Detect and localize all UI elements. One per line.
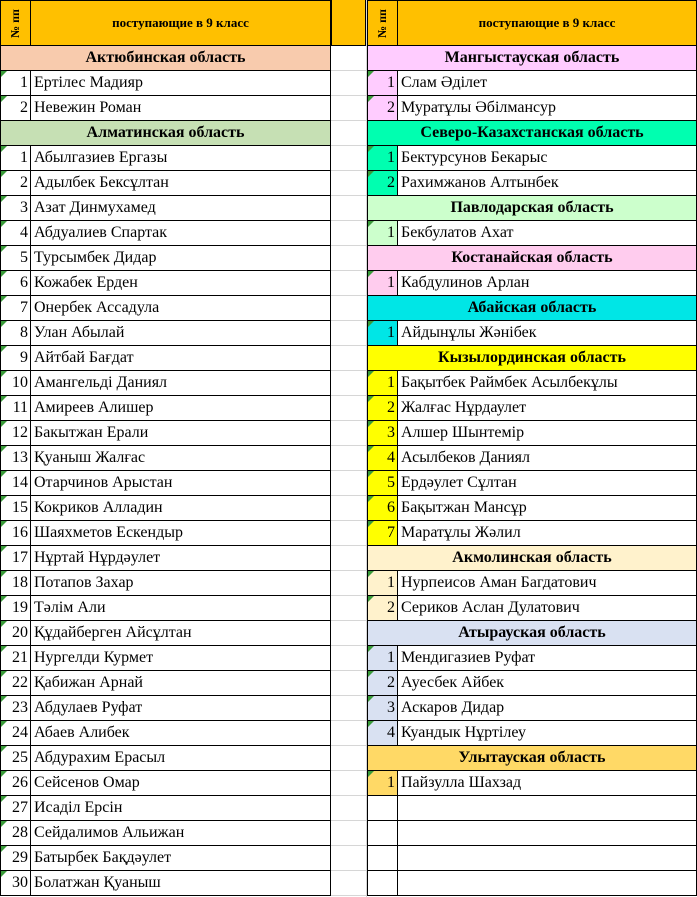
- region-header: Атырауская область: [367, 621, 697, 646]
- student-name: Абдуалиев Спартак: [31, 221, 331, 245]
- row-number: 2: [367, 171, 398, 195]
- student-name: Айтбай Бағдат: [31, 346, 331, 370]
- row-number: 4: [367, 721, 398, 745]
- row-number: 22: [0, 671, 31, 695]
- empty-row[interactable]: [367, 796, 697, 821]
- student-name: Тәлім Али: [31, 596, 331, 620]
- row-number: 27: [0, 796, 31, 820]
- student-name: Ауесбек Айбек: [398, 671, 697, 695]
- table-row[interactable]: [367, 396, 697, 421]
- student-name: Болатжан Қуаныш: [31, 871, 331, 895]
- table-row[interactable]: [367, 521, 697, 546]
- row-number: 16: [0, 521, 31, 545]
- table-row[interactable]: [367, 671, 697, 696]
- row-number: 29: [0, 846, 31, 870]
- row-number: 5: [0, 246, 31, 270]
- student-name: Айдынұлы Жәнібек: [398, 321, 697, 345]
- row-number: 2: [367, 96, 398, 120]
- table-row[interactable]: [0, 846, 331, 871]
- student-name: Бақытжан Мансұр: [398, 496, 697, 520]
- table-row[interactable]: [0, 371, 331, 396]
- row-number: 7: [367, 521, 398, 545]
- student-name: Бектурсунов Бекарыс: [398, 146, 697, 170]
- num-header: № пп: [7, 8, 22, 38]
- student-name: Шаяхметов Ескендыр: [31, 521, 331, 545]
- student-name: Невежин Роман: [31, 96, 331, 120]
- student-name: Потапов Захар: [31, 571, 331, 595]
- title-header: поступающие в 9 класс: [112, 15, 249, 30]
- row-number: 20: [0, 621, 31, 645]
- student-name: Онербек Ассадула: [31, 296, 331, 320]
- student-name: Амангельді Даниял: [31, 371, 331, 395]
- table-row[interactable]: [0, 721, 331, 746]
- table-row[interactable]: [367, 421, 697, 446]
- num-header: № пп: [374, 8, 389, 38]
- row-number: 10: [0, 371, 31, 395]
- row-number: 6: [367, 496, 398, 520]
- row-number: 14: [0, 471, 31, 495]
- table-row[interactable]: [0, 821, 331, 846]
- row-number: 1: [367, 771, 398, 795]
- table-row[interactable]: [0, 421, 331, 446]
- row-number: 2: [367, 671, 398, 695]
- table-row[interactable]: [367, 171, 697, 196]
- region-header: Павлодарская область: [367, 196, 697, 221]
- table-row[interactable]: [0, 71, 331, 96]
- student-name: Асылбеков Даниял: [398, 446, 697, 470]
- table-row[interactable]: [0, 396, 331, 421]
- student-name: Исаділ Ерсін: [31, 796, 331, 820]
- student-name: Батырбек Бақдәулет: [31, 846, 331, 870]
- student-name: Маратұлы Жәлил: [398, 521, 697, 545]
- row-number: 2: [367, 396, 398, 420]
- table-row[interactable]: [367, 71, 697, 96]
- row-number: 3: [0, 196, 31, 220]
- student-name: Отарчинов Арыстан: [31, 471, 331, 495]
- table-row[interactable]: [367, 96, 697, 121]
- table-row[interactable]: [0, 796, 331, 821]
- region-header: Улытауская область: [367, 746, 697, 771]
- table-row[interactable]: [0, 871, 331, 896]
- table-row[interactable]: [367, 771, 697, 796]
- table-row[interactable]: [0, 571, 331, 596]
- student-name: Кабдулинов Арлан: [398, 271, 697, 295]
- table-row[interactable]: [367, 721, 697, 746]
- region-header: Мангыстауская область: [367, 46, 697, 71]
- row-number: 26: [0, 771, 31, 795]
- region-header: Абайская область: [367, 296, 697, 321]
- student-name: Азат Динмухамед: [31, 196, 331, 220]
- student-name: Нургелди Курмет: [31, 646, 331, 670]
- row-number: 19: [0, 596, 31, 620]
- student-name: Муратұлы Әбілмансур: [398, 96, 697, 120]
- row-number: 17: [0, 546, 31, 570]
- row-number: 25: [0, 746, 31, 770]
- row-number: 1: [367, 571, 398, 595]
- row-number: 23: [0, 696, 31, 720]
- table-row[interactable]: [0, 596, 331, 621]
- student-name: Пайзулла Шахзад: [398, 771, 697, 795]
- empty-row[interactable]: [367, 846, 697, 871]
- table-row[interactable]: [0, 196, 331, 221]
- table-row[interactable]: [0, 671, 331, 696]
- student-name: Абдулаев Руфат: [31, 696, 331, 720]
- table-row[interactable]: [0, 171, 331, 196]
- left-table: [0, 0, 331, 896]
- table-row[interactable]: [367, 471, 697, 496]
- row-number: 15: [0, 496, 31, 520]
- row-number: 12: [0, 421, 31, 445]
- row-number: 1: [0, 146, 31, 170]
- table-row[interactable]: [367, 496, 697, 521]
- student-name: Адылбек Бексұлтан: [31, 171, 331, 195]
- row-number: 2: [0, 171, 31, 195]
- table-row[interactable]: [0, 546, 331, 571]
- region-header: Кызылординская область: [367, 346, 697, 371]
- row-number: 1: [367, 371, 398, 395]
- student-name: Ердәулет Сұлтан: [398, 471, 697, 495]
- table-row[interactable]: [0, 446, 331, 471]
- right-header: [367, 0, 697, 46]
- row-number: 2: [0, 96, 31, 120]
- student-name: Ертілес Мадияр: [31, 71, 331, 95]
- student-name: Сериков Аслан Дулатович: [398, 596, 697, 620]
- table-row[interactable]: [0, 346, 331, 371]
- student-name: Нұртай Нұрдәулет: [31, 546, 331, 570]
- region-header: Алматинская область: [0, 121, 331, 146]
- student-name: Бекбулатов Ахат: [398, 221, 697, 245]
- row-number: 9: [0, 346, 31, 370]
- table-row[interactable]: [0, 646, 331, 671]
- table-row[interactable]: [0, 271, 331, 296]
- student-name: Аскаров Дидар: [398, 696, 697, 720]
- table-row[interactable]: [0, 771, 331, 796]
- table-row[interactable]: [367, 596, 697, 621]
- table-row[interactable]: [0, 496, 331, 521]
- row-number: 3: [367, 421, 398, 445]
- table-row[interactable]: [367, 571, 697, 596]
- row-number: 8: [0, 321, 31, 345]
- table-row[interactable]: [367, 371, 697, 396]
- table-row[interactable]: [0, 696, 331, 721]
- region-header: Северо-Казахстанская область: [367, 121, 697, 146]
- student-name: Құдайберген Айсұлтан: [31, 621, 331, 645]
- table-row[interactable]: [367, 696, 697, 721]
- table-row[interactable]: [0, 521, 331, 546]
- table-row[interactable]: [0, 321, 331, 346]
- row-number: 7: [0, 296, 31, 320]
- row-number: 6: [0, 271, 31, 295]
- table-row[interactable]: [367, 271, 697, 296]
- row-number: 5: [367, 471, 398, 495]
- student-name: Абаев Алибек: [31, 721, 331, 745]
- student-name: Рахимжанов Алтынбек: [398, 171, 697, 195]
- table-row[interactable]: [0, 246, 331, 271]
- row-number: 4: [0, 221, 31, 245]
- table-row[interactable]: [0, 471, 331, 496]
- student-name: Абылгазиев Ергазы: [31, 146, 331, 170]
- region-header: Акмолинская область: [367, 546, 697, 571]
- student-name: Мендигазиев Руфат: [398, 646, 697, 670]
- student-name: Амиреев Алишер: [31, 396, 331, 420]
- table-row[interactable]: [367, 446, 697, 471]
- student-name: Слам Әділет: [398, 71, 697, 95]
- row-number: 1: [367, 646, 398, 670]
- student-name: Сейдалимов Альижан: [31, 821, 331, 845]
- row-number: 1: [367, 271, 398, 295]
- empty-row[interactable]: [367, 871, 697, 896]
- student-name: Қабижан Арнай: [31, 671, 331, 695]
- table-row[interactable]: [0, 296, 331, 321]
- table-row[interactable]: [0, 621, 331, 646]
- row-number: 21: [0, 646, 31, 670]
- row-number: 24: [0, 721, 31, 745]
- table-row[interactable]: [367, 646, 697, 671]
- student-name: Алшер Шынтемір: [398, 421, 697, 445]
- row-number: 18: [0, 571, 31, 595]
- row-number: 1: [367, 146, 398, 170]
- region-header: Актюбинская область: [0, 46, 331, 71]
- student-name: Абдурахим Ерасыл: [31, 746, 331, 770]
- table-row[interactable]: [0, 96, 331, 121]
- row-number: 13: [0, 446, 31, 470]
- student-name: Нурпеисов Аман Багдатович: [398, 571, 697, 595]
- student-name: Бакытжан Ерали: [31, 421, 331, 445]
- region-header: Костанайская область: [367, 246, 697, 271]
- student-name: Жалғас Нұрдаулет: [398, 396, 697, 420]
- row-number: 4: [367, 446, 398, 470]
- table-row[interactable]: [0, 146, 331, 171]
- right-table: [367, 0, 697, 896]
- title-header: поступающие в 9 класс: [478, 15, 616, 30]
- table-row[interactable]: [367, 321, 697, 346]
- student-name: Турсымбек Дидар: [31, 246, 331, 270]
- table-row[interactable]: [367, 221, 697, 246]
- student-name: Улан Абылай: [31, 321, 331, 345]
- table-row[interactable]: [0, 221, 331, 246]
- row-number: 1: [367, 71, 398, 95]
- table-row[interactable]: [367, 146, 697, 171]
- table-row[interactable]: [0, 746, 331, 771]
- row-number: 1: [0, 71, 31, 95]
- left-header: [0, 0, 331, 46]
- row-number: 30: [0, 871, 31, 895]
- row-number: 11: [0, 396, 31, 420]
- row-number: 1: [367, 321, 398, 345]
- row-number: 28: [0, 821, 31, 845]
- student-name: Бақытбек Раймбек Асылбекұлы: [398, 371, 697, 395]
- student-name: Куандык Нұртілеу: [398, 721, 697, 745]
- empty-row[interactable]: [367, 821, 697, 846]
- student-name: Сейсенов Омар: [31, 771, 331, 795]
- gap-column: [331, 0, 367, 897]
- student-name: Қуаныш Жалғас: [31, 446, 331, 470]
- row-number: 3: [367, 696, 398, 720]
- row-number: 1: [367, 221, 398, 245]
- row-number: 2: [367, 596, 398, 620]
- student-name: Кокриков Алладин: [31, 496, 331, 520]
- student-name: Кожабек Ерден: [31, 271, 331, 295]
